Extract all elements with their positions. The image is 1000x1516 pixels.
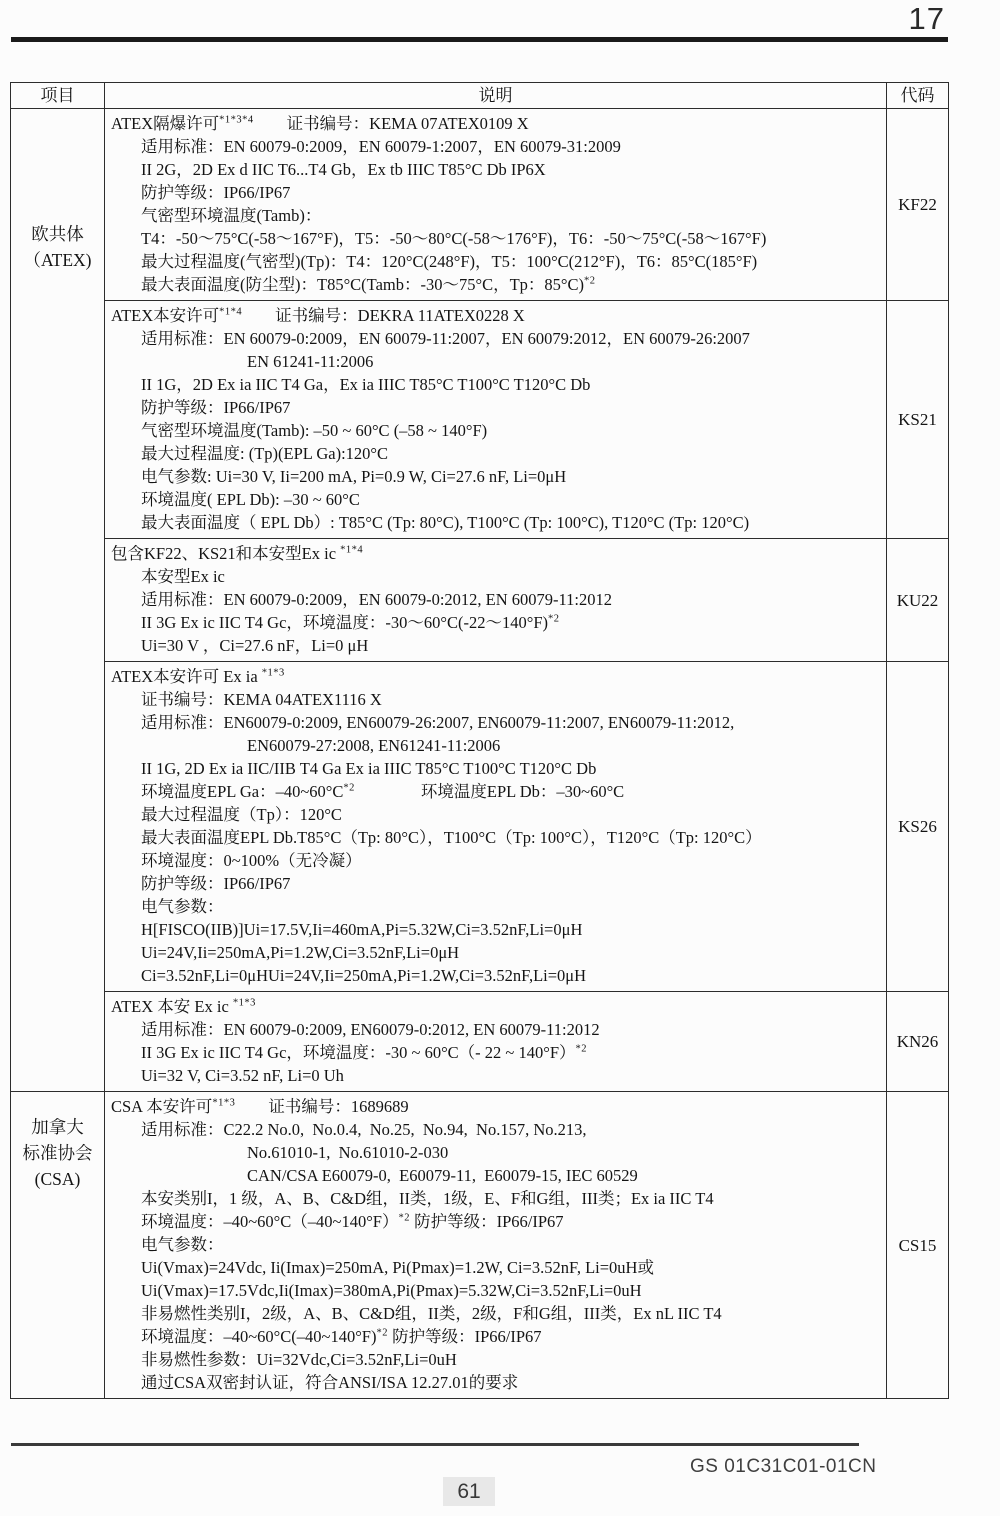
spec-line: 非易燃性参数：Ui=32Vdc,Ci=3.52nF,Li=0uH: [141, 1350, 457, 1369]
table-header-row: [11, 83, 949, 109]
column-header-code: 代码: [887, 83, 949, 109]
footer-rule: [11, 1443, 859, 1446]
item-group-label-line: (CSA): [34, 1169, 81, 1189]
description-cell: [105, 301, 887, 539]
spec-line: 防护等级：IP66/IP67: [141, 398, 291, 417]
spec-line: 环境温度：–40~60°C（–40~140°F）$^{*2}$ 防护等级：IP66/IP67: [141, 1212, 564, 1231]
spec-line: II 1G, 2D Ex ia IIC/IIB T4 Ga Ex ia IIIC T85°C T100°C T120°C Db: [141, 759, 597, 778]
code-cell: KN26: [887, 992, 949, 1092]
item-group-label: [11, 109, 105, 1092]
spec-line: ATEX隔爆许可$^{*1*3*4}$ 证书编号：KEMA 07ATEX0109 X: [111, 114, 529, 133]
spec-line: Ci=3.52nF,Li=0μHUi=24V,Ii=250mA,Pi=1.2W,Ci=3.52nF,Li=0μH: [141, 966, 587, 985]
footnote-marker: *2: [584, 275, 596, 287]
certification-table: [10, 82, 949, 1399]
spec-line: EN60079-27:2008, EN61241-11:2006: [247, 736, 501, 755]
spec-line: 电气参数：: [141, 897, 224, 916]
description-cell: [105, 992, 887, 1092]
spec-line: 非易燃性类别I，2级，A、B、C&D组，II类，2级，F和G组，III类，Ex nL IIC T4: [141, 1304, 722, 1323]
spec-line: CSA 本安许可$^{*1*3}$ 证书编号：1689689: [111, 1097, 409, 1116]
spec-line: II 3G Ex ic IIC T4 Gc，环境温度：-30～60°C(-22～140°F)$^{*2}$: [141, 613, 560, 632]
spec-line: Ui=24V,Ii=250mA,Pi=1.2W,Ci=3.52nF,Li=0μH: [141, 943, 460, 962]
footnote-marker: *1*3: [212, 1097, 236, 1109]
spec-line: 环境湿度：0~100%（无冷凝）: [141, 851, 362, 870]
item-group-label-line: 加拿大: [31, 1117, 84, 1137]
spec-line: Ui(Vmax)=17.5Vdc,Ii(Imax)=380mA,Pi(Pmax)=5.32W,Ci=3.52nF,Li=0uH: [141, 1281, 642, 1300]
spec-line: 电气参数: Ui=30 V, Ii=200 mA, Pi=0.9 W, Ci=27.6 nF, Li=0μH: [141, 467, 567, 486]
spec-line: 包含KF22、KS21和本安型Ex ic $^{*1*4}$: [111, 544, 364, 563]
spec-line: II 3G Ex ic IIC T4 Gc，环境温度：-30 ~ 60°C（- 22 ~ 140°F）$^{*2}$: [141, 1043, 588, 1062]
description-cell: [105, 662, 887, 992]
spec-line: 最大过程温度: (Tp)(EPL Ga):120°C: [141, 444, 389, 463]
code-cell: KS26: [887, 662, 949, 992]
spec-line: ATEX 本安 Ex ic $^{*1*3}$: [111, 997, 256, 1016]
header-rule: [11, 37, 948, 42]
spec-line: Ui=30 V ，Ci=27.6 nF，Li=0 μH: [141, 636, 369, 655]
spec-line: 最大表面温度（ EPL Db）: T85°C (Tp: 80°C), T100°C (Tp: 100°C), T120°C (Tp: 120°C): [141, 513, 750, 532]
page-header-number: 17: [908, 1, 945, 36]
spec-line: II 1G，2D Ex ia IIC T4 Ga，Ex ia IIIC T85°C T100°C T120°C Db: [141, 375, 591, 394]
footnote-marker: *1*3*4: [219, 114, 254, 126]
spec-line: 本安类别I，1 级，A、B、C&D组，II类，1级，E、F和G组，III类；Ex ia IIC T4: [141, 1189, 714, 1208]
spec-line: Ui=32 V, Ci=3.52 nF, Li=0 Uh: [141, 1066, 344, 1085]
table-row: [11, 109, 949, 301]
spec-line: 适用标准：EN 60079-0:2009，EN 60079-11:2007，EN 60079:2012，EN 60079-26:2007: [141, 329, 750, 348]
code-cell: CS15: [887, 1092, 949, 1399]
spec-line: CAN/CSA E60079-0, E60079-11, E60079-15, IEC 60529: [247, 1166, 638, 1185]
spec-line: II 2G，2D Ex d IIC T6...T4 Gb，Ex tb IIIC T85°C Db IP6X: [141, 160, 546, 179]
code-cell: KU22: [887, 539, 949, 662]
item-group-label-line: 欧共体: [31, 224, 84, 244]
spec-line: 环境温度EPL Ga：$-40\sim 60^\circ C^{*2}$ 环境温度EPL Db：–30~60°C: [141, 782, 625, 801]
spec-line: 最大表面温度EPL Db.T85°C（Tp: 80°C），T100°C（Tp: 100°C），T120°C（Tp: 120°C）: [141, 828, 762, 847]
description-cell: [105, 539, 887, 662]
description-cell: [105, 1092, 887, 1399]
spec-line: 最大表面温度(防尘型)：T85°C(Tamb：-30～75°C，Tp：85°C)$^{*2}$: [141, 275, 596, 294]
spec-line: ATEX本安许可$^{*1*4}$ 证书编号：DEKRA 11ATEX0228 X: [111, 306, 525, 325]
code-cell: KS21: [887, 301, 949, 539]
footnote-marker: *1*4: [219, 306, 243, 318]
footer-page-number: 61: [443, 1477, 495, 1506]
spec-line: 最大过程温度（Tp）：120°C: [141, 805, 342, 824]
spec-line: 适用标准：EN 60079-0:2009，EN 60079-0:2012, EN 60079-11:2012: [141, 590, 612, 609]
spec-line: 气密型环境温度(Tamb): –50 ~ 60°C (–58 ~ 140°F): [141, 421, 488, 440]
column-header-description: 说明: [105, 83, 887, 109]
footnote-marker: *2: [343, 782, 355, 794]
spec-line: 防护等级：IP66/IP67: [141, 183, 291, 202]
spec-line: 电气参数：: [141, 1235, 224, 1254]
item-group-label-line: （ATEX): [23, 250, 92, 270]
item-group-label: [11, 1092, 105, 1399]
item-group-label-line: 标准协会: [22, 1143, 93, 1163]
spec-line: 气密型环境温度(Tamb)：: [141, 206, 322, 225]
footnote-marker: *2: [575, 1043, 588, 1055]
spec-line: T4：-50～75°C(-58～167°F)，T5：-50～80°C(-58～176°F)，T6：-50～75°C(-58～167°F): [141, 229, 767, 248]
spec-line: 防护等级：IP66/IP67: [141, 874, 291, 893]
spec-line: 适用标准：C22.2 No.0, No.0.4, No.25, No.94, No.157, No.213,: [141, 1120, 587, 1139]
spec-line: 证书编号：KEMA 04ATEX1116 X: [141, 690, 382, 709]
footnote-marker: *1*3: [232, 997, 256, 1009]
spec-line: H[FISCO(IIB)]Ui=17.5V,Ii=460mA,Pi=5.32W,Ci=3.52nF,Li=0μH: [141, 920, 583, 939]
spec-line: 适用标准：EN 60079-0:2009，EN 60079-1:2007，EN 60079-31:2009: [141, 137, 621, 156]
description-cell: [105, 109, 887, 301]
spec-line: 通过CSA双密封认证，符合ANSI/ISA 12.27.01的要求: [141, 1373, 519, 1392]
certification-table-body: [11, 109, 949, 1399]
spec-line: 最大过程温度(气密型)(Tp)：T4：120°C(248°F)，T5：100°C(212°F)，T6：85°C(185°F): [141, 252, 758, 271]
footnote-marker: *2: [548, 613, 560, 625]
table-row: [11, 662, 949, 992]
footnote-marker: *1*4: [340, 544, 364, 556]
footnote-marker: *2: [376, 1327, 388, 1339]
spec-line: Ui(Vmax)=24Vdc, Ii(Imax)=250mA, Pi(Pmax)=1.2W, Ci=3.52nF, Li=0uH或: [141, 1258, 654, 1277]
spec-line: 本安型Ex ic: [141, 567, 225, 586]
table-row: [11, 992, 949, 1092]
spec-line: EN 61241-11:2006: [247, 352, 374, 371]
code-cell: KF22: [887, 109, 949, 301]
spec-line: 适用标准：EN60079-0:2009, EN60079-26:2007, EN60079-11:2007, EN60079-11:2012,: [141, 713, 735, 732]
column-header-item: 项目: [11, 83, 105, 109]
spec-line: 环境温度( EPL Db): –30 ~ 60°C: [141, 490, 360, 509]
table-row: [11, 1092, 949, 1399]
footer-document-number: GS 01C31C01-01CN: [690, 1456, 877, 1477]
table-row: [11, 301, 949, 539]
spec-line: No.61010-1, No.61010-2-030: [247, 1143, 449, 1162]
spec-line: ATEX本安许可 Ex ia $^{*1*3}$: [111, 667, 285, 686]
footnote-marker: *1*3: [261, 667, 285, 679]
footnote-marker: *2: [398, 1212, 410, 1224]
spec-line: 环境温度：–40~60°C(–40~140°F)$^{*2}$ 防护等级：IP66/IP67: [141, 1327, 542, 1346]
spec-line: 适用标准：EN 60079-0:2009, EN60079-0:2012, EN 60079-11:2012: [141, 1020, 600, 1039]
table-row: [11, 539, 949, 662]
